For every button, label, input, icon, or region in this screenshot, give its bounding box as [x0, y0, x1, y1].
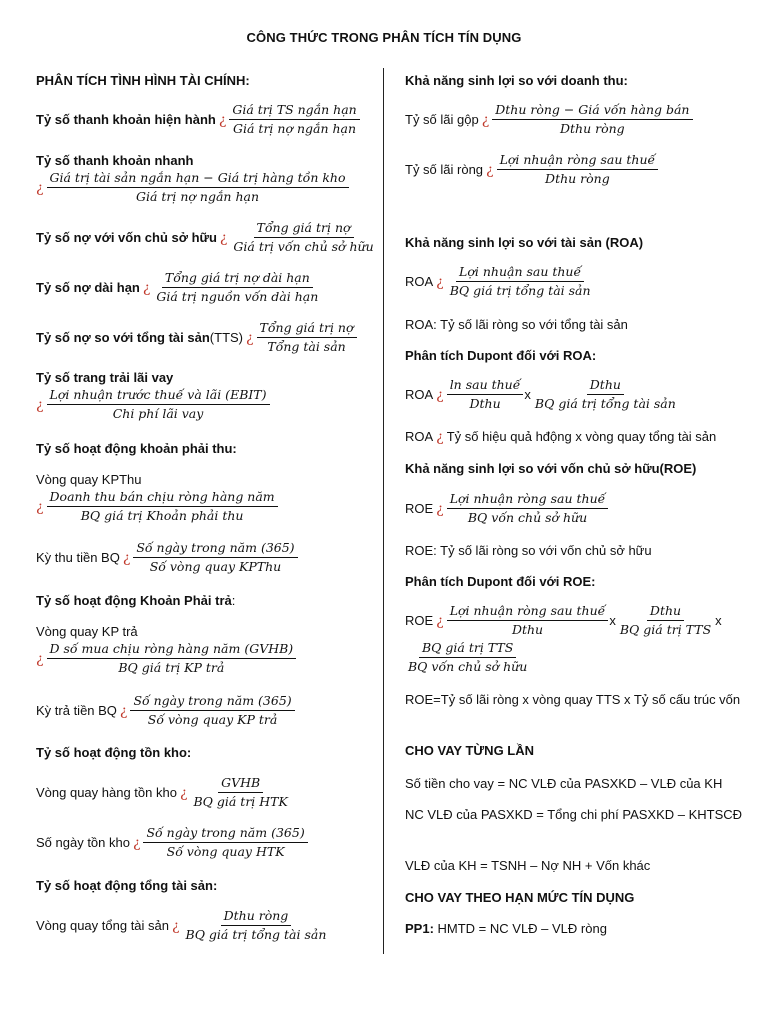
fraction-numerator: Lợi nhuận trước thuế và lãi (EBIT): [47, 387, 270, 405]
fraction-denominator: BQ vốn chủ sở hữu: [467, 510, 588, 525]
roe-note: ROE: Tỷ số lãi ròng so với vốn chủ sở hữu: [405, 543, 652, 558]
vld-kh-formula: VLĐ của KH = TSNH – Nợ NH + Vốn khác: [405, 858, 651, 873]
interest-coverage-formula: [36, 369, 270, 422]
dupont-roe-fraction-2: [617, 603, 714, 638]
pp1-text: HMTD = NC VLĐ – VLĐ ròng: [433, 921, 607, 936]
fraction-denominator: Dthu ròng: [545, 171, 610, 186]
inventory-turnover-formula: [36, 775, 291, 810]
red-mark: ¿: [36, 396, 44, 413]
red-mark: ¿: [119, 702, 128, 719]
fraction-numerator: Tổng giá trị nợ: [254, 220, 354, 238]
fraction-numerator: ln sau thuế: [447, 377, 524, 395]
dupont-roa-formula: [405, 377, 679, 412]
dupont-roa-label: ROA: [405, 386, 434, 402]
section-payables-colon: :: [231, 593, 236, 608]
fraction-numerator: Dthu ròng: [221, 908, 292, 926]
fraction-denominator: BQ giá trị tổng tài sản: [449, 283, 591, 298]
nc-vld-formula: NC VLĐ của PASXKD = Tổng chi phí PASXKD – KHTSCĐ: [405, 807, 743, 822]
red-mark: ¿: [436, 429, 444, 445]
days-inventory-formula: [36, 825, 308, 860]
net-margin-formula: [405, 152, 658, 187]
fraction-numerator: Lợi nhuận sau thuế: [456, 264, 584, 282]
net-margin-label: Tỷ số lãi ròng: [405, 161, 484, 177]
dupont-roa-fraction-1: [447, 377, 524, 412]
red-mark: ¿: [132, 834, 141, 851]
red-mark: ¿: [36, 498, 44, 515]
multiply-sign: x: [609, 613, 616, 628]
long-term-debt-formula: [36, 270, 321, 305]
long-term-debt-label: Tỷ số nợ dài hạn: [36, 279, 140, 295]
debt-assets-label-suffix: (TTS): [209, 329, 244, 345]
payment-period-label: Kỳ trả tiền BQ: [36, 702, 117, 718]
dupont-roa-text-body: Tỷ số hiệu quả hđộng x vòng quay tổng tài sản: [446, 429, 717, 444]
dupont-roe-fraction-1: [447, 603, 609, 638]
debt-equity-fraction: [230, 220, 376, 255]
asset-turnover-formula: [36, 908, 329, 943]
red-mark: ¿: [172, 917, 180, 934]
long-term-debt-fraction: [153, 270, 321, 305]
roe-fraction: [447, 491, 609, 526]
fraction-numerator: Giá trị TS ngắn hạn: [229, 102, 359, 120]
debt-assets-fraction: [257, 320, 357, 355]
gross-margin-label: Tỷ số lãi gộp: [405, 111, 479, 127]
fraction-numerator: Dthu: [647, 603, 684, 621]
red-mark: ¿: [436, 273, 444, 290]
roe-label: ROE: [405, 500, 434, 516]
section-roa-heading: Khả năng sinh lợi so với tài sản (ROA): [405, 235, 644, 250]
section-roe-heading: Khả năng sinh lợi so với vốn chủ sở hữu(ROE): [405, 461, 697, 476]
fraction-denominator: Tổng tài sản: [267, 339, 346, 354]
gross-margin-formula: [405, 102, 693, 137]
dupont-roe-fraction-3: [405, 640, 530, 675]
quick-ratio-formula: [36, 152, 349, 205]
asset-turnover-fraction: [183, 908, 330, 943]
net-margin-fraction: [497, 152, 659, 187]
fraction-numerator: GVHB: [218, 775, 263, 793]
dupont-roe-formula: [405, 603, 723, 675]
receivables-turnover-label: Vòng quay KPThu: [36, 472, 142, 487]
section-credit-limit-heading: CHO VAY THEO HẠN MỨC TÍN DỤNG: [405, 890, 635, 905]
fraction-denominator: BQ giá trị tổng tài sản: [534, 396, 676, 411]
red-mark: ¿: [218, 111, 227, 128]
fraction-denominator: BQ vốn chủ sở hữu: [408, 659, 528, 674]
payables-turnover-formula: [36, 623, 296, 676]
pp1-formula: [405, 920, 607, 938]
debt-assets-label: Tỷ số nợ so với tổng tài sản: [36, 329, 210, 345]
fraction-numerator: D số mua chịu ròng hàng năm (GVHB): [47, 641, 297, 659]
fraction-numerator: Giá trị tài sản ngắn hạn − Giá trị hàng tồn kho: [47, 170, 349, 188]
current-ratio-fraction: [229, 102, 359, 137]
quick-ratio-label: Tỷ số thanh khoản nhanh: [36, 153, 194, 168]
multiply-sign: x: [715, 613, 722, 628]
fraction-denominator: Dthu ròng: [560, 121, 625, 136]
fraction-denominator: Chi phí lãi vay: [112, 406, 204, 421]
section-per-loan-heading: CHO VAY TỪNG LẦN: [405, 743, 535, 758]
section-financial-heading: PHÂN TÍCH TÌNH HÌNH TÀI CHÍNH:: [36, 73, 250, 88]
fraction-denominator: Số vòng quay HTK: [166, 844, 285, 859]
payables-turnover-label: Vòng quay KP trả: [36, 624, 138, 639]
collection-period-fraction: [133, 540, 297, 575]
section-sales-profit-heading: Khả năng sinh lợi so với doanh thu:: [405, 73, 628, 88]
roa-note: ROA: Tỷ số lãi ròng so với tổng tài sản: [405, 317, 628, 332]
section-total-assets-heading: Tỷ số hoạt động tổng tài sản:: [36, 878, 218, 893]
fraction-denominator: Giá trị nguồn vốn dài hạn: [156, 289, 319, 304]
fraction-denominator: Giá trị nợ ngắn hạn: [136, 189, 260, 204]
fraction-numerator: Lợi nhuận ròng sau thuế: [497, 152, 659, 170]
receivables-turnover-fraction: [47, 489, 278, 524]
payment-period-fraction: [130, 693, 294, 728]
dupont-roa-text-label: ROA: [405, 429, 434, 444]
red-mark: ¿: [219, 229, 228, 246]
roe-formula: [405, 491, 608, 526]
gross-margin-fraction: [492, 102, 692, 137]
fraction-denominator: BQ giá trị KP trả: [118, 660, 225, 675]
asset-turnover-label: Vòng quay tổng tài sản: [36, 917, 169, 933]
fraction-numerator: BQ giá trị TTS: [419, 640, 516, 658]
dupont-roe-label: ROE: [405, 612, 434, 628]
red-mark: ¿: [481, 111, 490, 128]
loan-amount-formula: Số tiền cho vay = NC VLĐ của PASXKD – VLĐ của KH: [405, 776, 723, 791]
red-mark: ¿: [179, 784, 188, 801]
fraction-numerator: Tổng giá trị nợ: [257, 320, 357, 338]
inventory-turnover-fraction: [190, 775, 290, 810]
dupont-roa-text: [405, 428, 716, 446]
red-mark: ¿: [436, 500, 444, 517]
fraction-numerator: Dthu: [587, 377, 624, 395]
red-mark: ¿: [486, 161, 494, 178]
section-payables-heading-text: Tỷ số hoạt động Khoản Phải trả: [36, 593, 232, 608]
red-mark: ¿: [36, 179, 44, 196]
receivables-turnover-formula: [36, 471, 278, 524]
fraction-numerator: Số ngày trong năm (365): [130, 693, 294, 711]
fraction-numerator: Lợi nhuận ròng sau thuế: [447, 491, 609, 509]
days-inventory-label: Số ngày tồn kho: [36, 834, 130, 850]
fraction-denominator: BQ giá trị Khoản phải thu: [80, 508, 244, 523]
page-title: CÔNG THỨC TRONG PHÂN TÍCH TÍN DỤNG: [246, 30, 522, 45]
section-inventory-heading: Tỷ số hoạt động tồn kho:: [36, 745, 192, 760]
fraction-numerator: Số ngày trong năm (365): [133, 540, 297, 558]
fraction-numerator: Doanh thu bán chịu ròng hàng năm: [47, 489, 278, 507]
fraction-denominator: Số vòng quay KPThu: [149, 559, 282, 574]
quick-ratio-fraction: [47, 170, 349, 205]
interest-coverage-fraction: [47, 387, 270, 422]
fraction-numerator: Số ngày trong năm (365): [143, 825, 307, 843]
debt-assets-formula: [36, 320, 357, 355]
section-dupont-roe-heading: Phân tích Dupont đối với ROE:: [405, 574, 596, 589]
fraction-denominator: Dthu: [469, 396, 501, 411]
section-receivables-heading: Tỷ số hoạt động khoản phải thu:: [36, 441, 237, 456]
debt-equity-formula: [36, 220, 377, 255]
red-mark: ¿: [246, 329, 254, 346]
roa-label: ROA: [405, 273, 434, 289]
multiply-sign: x: [524, 387, 531, 402]
pp1-label: PP1:: [405, 921, 434, 936]
fraction-denominator: Số vòng quay KP trả: [147, 712, 278, 727]
days-inventory-fraction: [143, 825, 307, 860]
dupont-roa-fraction-2: [532, 377, 679, 412]
fraction-denominator: Giá trị vốn chủ sở hữu: [233, 239, 374, 254]
fraction-numerator: Tổng giá trị nợ dài hạn: [162, 270, 313, 288]
column-divider: [383, 68, 384, 954]
payables-turnover-fraction: [47, 641, 297, 676]
red-mark: ¿: [122, 549, 131, 566]
fraction-denominator: BQ giá trị TTS: [619, 622, 712, 637]
red-mark: ¿: [142, 279, 151, 296]
current-ratio-formula: [36, 102, 360, 137]
red-mark: ¿: [36, 650, 44, 667]
red-mark: ¿: [436, 612, 444, 629]
fraction-denominator: Dthu: [511, 622, 544, 637]
inventory-turnover-label: Vòng quay hàng tồn kho: [36, 784, 177, 800]
debt-equity-label: Tỷ số nợ với vốn chủ sở hữu: [36, 229, 217, 245]
interest-coverage-label: Tỷ số trang trải lãi vay: [36, 370, 174, 385]
section-dupont-roa-heading: Phân tích Dupont đối với ROA:: [405, 348, 597, 363]
section-payables-heading: [36, 592, 235, 610]
fraction-denominator: BQ giá trị HTK: [193, 794, 288, 809]
collection-period-label: Kỳ thu tiền BQ: [36, 549, 120, 565]
payment-period-formula: [36, 693, 295, 728]
fraction-denominator: BQ giá trị tổng tài sản: [185, 927, 327, 942]
dupont-roe-note: ROE=Tỷ số lãi ròng x vòng quay TTS x Tỷ số cấu trúc vốn: [405, 692, 741, 707]
fraction-numerator: Dthu ròng − Giá vốn hàng bán: [492, 102, 692, 120]
fraction-numerator: Lợi nhuận ròng sau thuế: [447, 603, 609, 621]
fraction-denominator: Giá trị nợ ngắn hạn: [233, 121, 357, 136]
roa-fraction: [447, 264, 594, 299]
current-ratio-label: Tỷ số thanh khoản hiện hành: [36, 111, 216, 127]
red-mark: ¿: [436, 386, 444, 403]
roa-formula: [405, 264, 594, 299]
collection-period-formula: [36, 540, 298, 575]
